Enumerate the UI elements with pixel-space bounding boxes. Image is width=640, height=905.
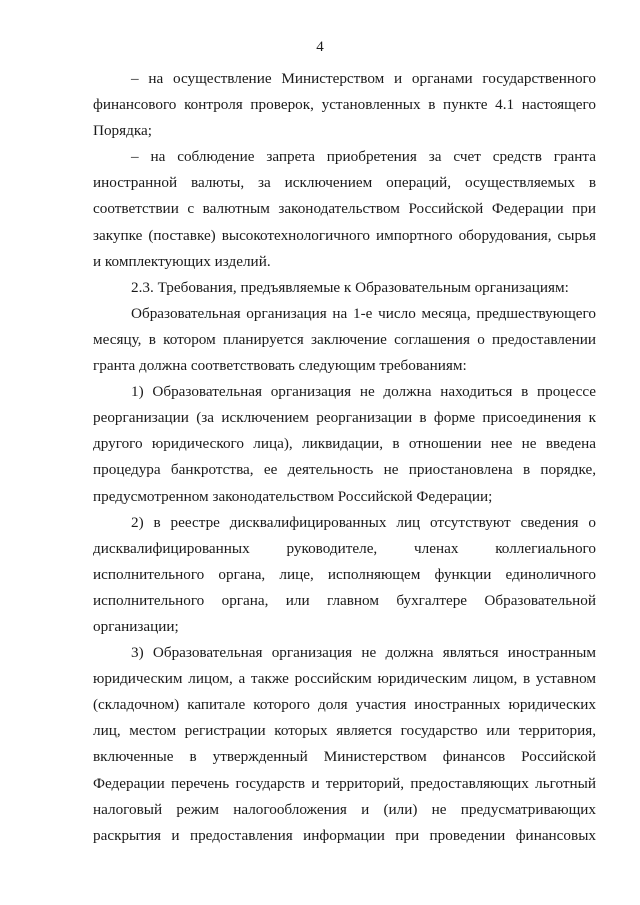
text-line: Порядка; xyxy=(93,122,152,140)
text-line: юридическим лицом, а также российским юридическим лицом, в уставном xyxy=(93,670,596,688)
text-line: исполнительного органа, лице, исполняющем функции единоличного xyxy=(93,565,596,583)
text-line: закупке (поставке) высокотехнологичного импортного оборудования, сырья xyxy=(93,226,596,244)
text-line: 1) Образовательная организация не должна находиться в процессе xyxy=(131,383,596,401)
text-line: процедура банкротства, ее деятельность не приостановлена в порядке, xyxy=(93,461,596,479)
text-line: (складочном) капитале которого доля участия иностранных юридических xyxy=(93,696,596,714)
text-line: 3) Образовательная организация не должна являться иностранным xyxy=(131,644,596,662)
text-line: 2.3. Требования, предъявляемые к Образовательным организациям: xyxy=(131,278,569,296)
text-line: налоговый режим налогообложения и (или) не предусматривающих xyxy=(93,800,596,818)
text-line: включенные в утвержденный Министерством финансов Российской xyxy=(93,748,596,766)
text-line: финансового контроля проверок, установленных в пункте 4.1 настоящего xyxy=(93,96,596,114)
text-line: соответствии с валютным законодательством Российской Федерации при xyxy=(93,200,596,218)
text-line: другого юридического лица), ликвидации, в отношении нее не введена xyxy=(93,435,596,453)
text-line: раскрытия и предоставления информации при проведении финансовых xyxy=(93,826,596,844)
text-line: – на осуществление Министерством и органами государственного xyxy=(131,70,596,87)
text-line: гранта должна соответствовать следующим требованиям: xyxy=(93,357,467,375)
text-line: иностранной валюты, за исключением операций, осуществляемых в xyxy=(93,174,596,192)
text-line: реорганизации (за исключением реорганизации в форме присоединения к xyxy=(93,409,596,427)
document-body xyxy=(93,66,596,849)
text-line: месяцу, в котором планируется заключение соглашения о предоставлении xyxy=(93,330,596,348)
text-line: лиц, местом регистрации которых является государство или территория, xyxy=(93,722,596,740)
text-line: 2) в реестре дисквалифицированных лиц отсутствуют сведения о xyxy=(131,513,596,531)
text-line: исполнительного органа, или главном бухгалтере Образовательной xyxy=(93,591,596,609)
text-line: – на соблюдение запрета приобретения за счет средств гранта xyxy=(131,148,596,166)
page-number: 4 xyxy=(316,39,324,55)
text-line: организации; xyxy=(93,617,179,635)
text-line: Образовательная организация на 1-е число месяца, предшествующего xyxy=(131,304,596,322)
text-line: дисквалифицированных руководителе, членах коллегиального xyxy=(93,539,596,557)
text-line: предусмотренном законодательством Российской Федерации; xyxy=(93,487,493,505)
text-line: Федерации перечень государств и территорий, предоставляющих льготный xyxy=(93,774,596,792)
text-line: и комплектующих изделий. xyxy=(93,252,271,270)
